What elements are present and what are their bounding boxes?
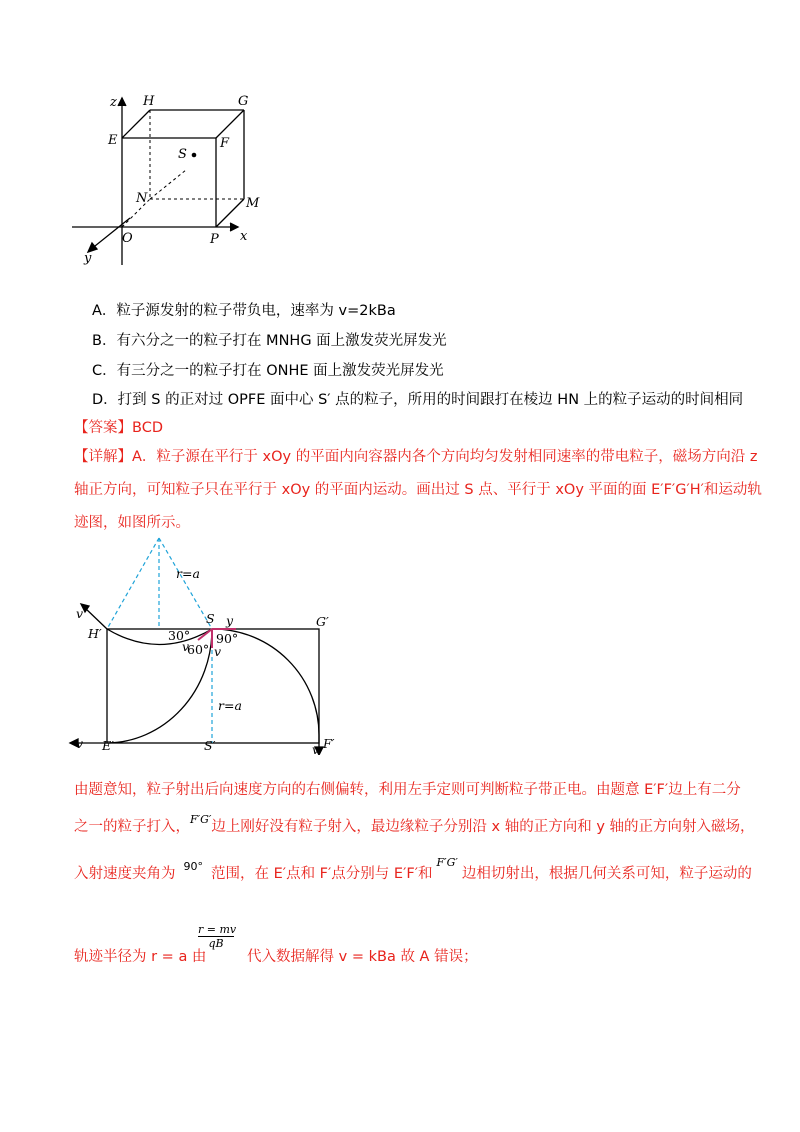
vertex-P: P [210,232,219,247]
formula-fraction: r = mv qB [198,923,237,950]
option-b: B．有六分之一的粒子打在 MNHG 面上激发荧光屏发光 [92,333,447,349]
y-label: y [226,613,234,628]
velocity-label-1: v [182,639,190,654]
answer-label: 【答案】 [74,420,132,436]
velocity-label-bottomleft: v [76,736,84,751]
vertex-E: E [108,133,118,148]
trajectory-figure [66,530,366,755]
cube-coordinate-figure [70,90,270,270]
answer-line [74,416,163,437]
vertex-F: F [220,136,230,151]
angle-60: 60° [187,642,210,657]
explanation-line-3: 迹图，如图所示。 [74,515,190,531]
explanation-line-2: 轴正方向，可知粒子只在平行于 xOy 的平面内运动。画出过 S 点、平行于 xOy 平面的面 E′F′G′H′和运动轨 [74,482,762,498]
radius-label-mid: r=a [218,698,242,713]
para2-line-3: 入射速度夹角为 $^{90^\circ}$ 范围，在 E′点和 F′点分别与 E′F′和$^{F'G'}$边相切射出，根据几何关系可知，粒子运动的 [74,856,752,882]
vertex-H: H [143,94,155,109]
vertex-M: M [246,196,260,211]
option-d: D．打到 S 的正对过 OPFE 面中心 S′ 点的粒子，所用的时间跟打在棱边 HN 上的粒子运动的时间相同 [92,392,744,408]
vertex-E-prime: E′ [102,738,114,753]
point-S-prime: S′ [204,738,216,753]
vertex-G: G [238,94,249,109]
x-axis-label: x [240,229,248,244]
velocity-label-2: v [214,644,222,659]
para2-line-2: 之一的粒子打入，$^{F'G'}$边上刚好没有粒子射入，最边缘粒子分别沿 x 轴的正方向和 y 轴的正方向射入磁场， [74,813,755,835]
para2-line-1: 由题意知，粒子射出后向速度方向的右侧偏转，利用左手定则可判断粒子带正电。由题意 E′F′边上有二分 [74,782,741,798]
radius-label-top: r=a [176,566,200,581]
option-a: A．粒子源发射的粒子带负电，速率为 v=2kBa [92,303,396,319]
point-S: S [178,147,187,162]
vertex-N: N [136,191,148,206]
vertex-H-prime: H′ [88,626,102,641]
explanation-line-1: 【详解】A．粒子源在平行于 xOy 的平面内向容器内各个方向均匀发射相同速率的带电粒子，磁场方向沿 z [74,449,758,465]
point-S: S [206,611,215,626]
origin-O: O [122,231,133,246]
angle-90: 90° [216,631,239,646]
y-axis-label: y [84,251,92,266]
vertex-G-prime: G′ [316,614,329,629]
velocity-label-bottomright: v [312,742,320,755]
velocity-label-topleft: v [76,606,84,621]
angle-30: 30° [168,628,191,643]
option-c: C．有三分之一的粒子打在 ONHE 面上激发荧光屏发光 [92,363,444,379]
answer-value: BCD [132,420,163,436]
z-axis-label: z [110,95,117,110]
vertex-F-prime: F′ [323,736,335,751]
para2-line-4: 轨迹半径为 r = a 由 r = mv qB 代入数据解得 v = kBa 故 A 错误； [74,923,478,965]
